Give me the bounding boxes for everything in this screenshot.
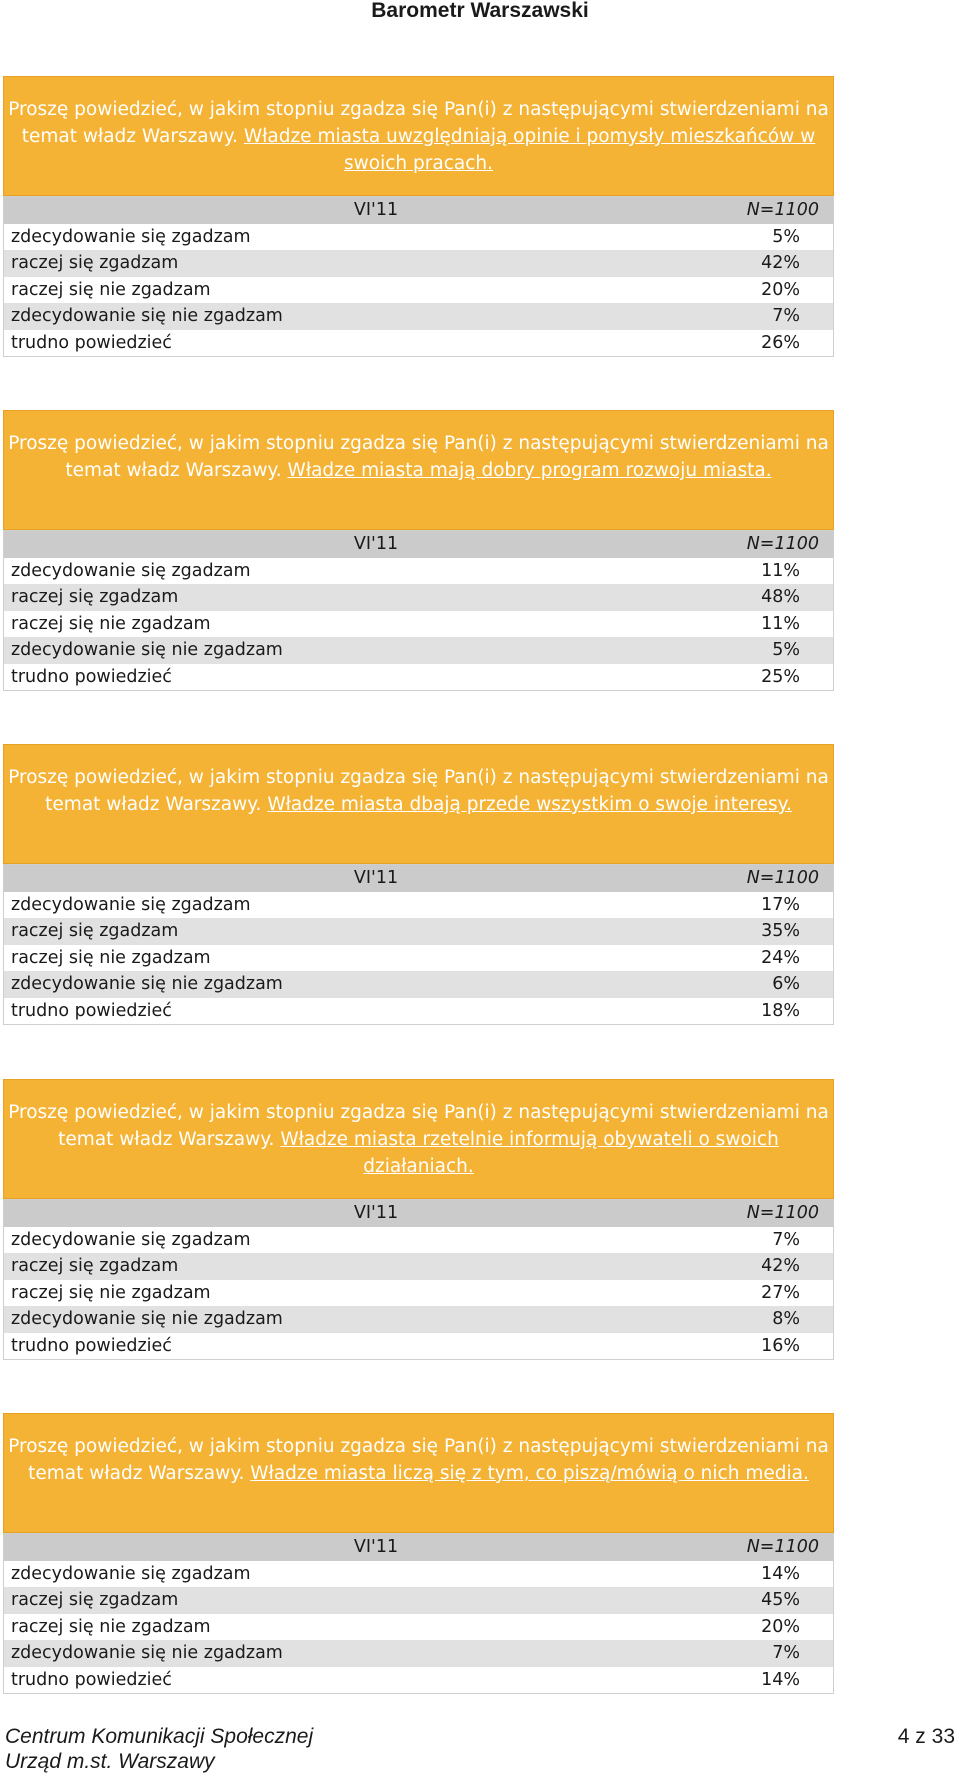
table-row	[4, 918, 834, 945]
header-blank-cell	[4, 531, 312, 558]
table-header-row	[4, 1534, 834, 1561]
answer-label: raczej się nie zgadzam	[4, 945, 312, 972]
table-row	[4, 998, 834, 1025]
answer-label: raczej się nie zgadzam	[4, 277, 312, 304]
wave-label: VI'11	[311, 865, 441, 892]
footer-organization	[5, 1724, 313, 1774]
spacer-cell	[311, 637, 441, 664]
answer-percent: 5%	[441, 637, 834, 664]
answer-percent: 11%	[441, 611, 834, 638]
answer-percent: 5%	[441, 224, 834, 251]
answer-label: zdecydowanie się nie zgadzam	[4, 303, 312, 330]
header-blank-cell	[4, 1200, 312, 1227]
table-row	[4, 277, 834, 304]
answer-percent: 16%	[441, 1333, 834, 1360]
question-block	[3, 76, 834, 357]
spacer-cell	[311, 1306, 441, 1333]
page-separator: z	[915, 1725, 926, 1748]
answer-percent: 8%	[441, 1306, 834, 1333]
table-row	[4, 1667, 834, 1694]
table-row	[4, 1614, 834, 1641]
question-statement: Władze miasta mają dobry program rozwoju miasta.	[287, 460, 772, 481]
table-row	[4, 330, 834, 357]
current-page: 4	[897, 1725, 910, 1748]
spacer-cell	[311, 945, 441, 972]
answer-label: trudno powiedzieć	[4, 664, 312, 691]
spacer-cell	[311, 998, 441, 1025]
answer-label: zdecydowanie się zgadzam	[4, 892, 312, 919]
question-block	[3, 1079, 834, 1360]
page-title: Barometr Warszawski	[371, 0, 589, 22]
question-statement: Władze miasta rzetelnie informują obywateli o swoich działaniach.	[280, 1129, 779, 1177]
answer-percent: 14%	[441, 1667, 834, 1694]
table-header-row	[4, 1200, 834, 1227]
spacer-cell	[311, 1333, 441, 1360]
answer-label: trudno powiedzieć	[4, 330, 312, 357]
answer-percent: 11%	[441, 558, 834, 585]
question-statement: Władze miasta uwzględniają opinie i pomysły mieszkańców w swoich pracach.	[243, 126, 816, 174]
answer-label: trudno powiedzieć	[4, 1667, 312, 1694]
answer-label: zdecydowanie się zgadzam	[4, 1227, 312, 1254]
answer-percent: 18%	[441, 998, 834, 1025]
spacer-cell	[311, 918, 441, 945]
answer-label: zdecydowanie się nie zgadzam	[4, 637, 312, 664]
question-text	[3, 1413, 834, 1533]
table-row	[4, 892, 834, 919]
answer-percent: 42%	[441, 1253, 834, 1280]
footer-org-name: Centrum Komunikacji Społecznej	[5, 1725, 314, 1748]
question-block	[3, 1413, 834, 1694]
answer-label: zdecydowanie się nie zgadzam	[4, 1306, 312, 1333]
question-text	[3, 1079, 834, 1199]
answer-percent: 24%	[441, 945, 834, 972]
answer-label: trudno powiedzieć	[4, 998, 312, 1025]
table-header-row	[4, 865, 834, 892]
spacer-cell	[311, 584, 441, 611]
table-header-row	[4, 197, 834, 224]
results-table	[3, 530, 834, 691]
answer-label: zdecydowanie się zgadzam	[4, 224, 312, 251]
answer-percent: 26%	[441, 330, 834, 357]
answer-label: trudno powiedzieć	[4, 1333, 312, 1360]
answer-percent: 35%	[441, 918, 834, 945]
table-row	[4, 250, 834, 277]
question-text	[3, 744, 834, 864]
results-table	[3, 196, 834, 357]
table-row	[4, 945, 834, 972]
answer-percent: 25%	[441, 664, 834, 691]
answer-percent: 7%	[441, 1227, 834, 1254]
table-row	[4, 637, 834, 664]
answer-label: raczej się zgadzam	[4, 1587, 312, 1614]
spacer-cell	[311, 1280, 441, 1307]
question-intro: Proszę powiedzieć, w jakim stopniu zgadza się Pan(i) z następującymi stwierdzeniami na temat władz Warszawy.	[8, 99, 829, 147]
answer-label: zdecydowanie się zgadzam	[4, 1561, 312, 1588]
footer-office-name: Urząd m.st. Warszawy	[5, 1750, 215, 1773]
answer-percent: 17%	[441, 892, 834, 919]
answer-percent: 7%	[441, 303, 834, 330]
table-row	[4, 1640, 834, 1667]
table-row	[4, 1227, 834, 1254]
spacer-cell	[311, 558, 441, 585]
table-row	[4, 558, 834, 585]
question-text	[3, 76, 834, 196]
table-row	[4, 1561, 834, 1588]
results-table	[3, 1199, 834, 1360]
table-row	[4, 303, 834, 330]
question-intro: Proszę powiedzieć, w jakim stopniu zgadza się Pan(i) z następującymi stwierdzeniami na temat władz Warszawy.	[8, 767, 829, 815]
sample-size: N=1100	[441, 531, 834, 558]
answer-label: raczej się zgadzam	[4, 1253, 312, 1280]
answer-label: raczej się nie zgadzam	[4, 1614, 312, 1641]
answer-percent: 42%	[441, 250, 834, 277]
spacer-cell	[311, 224, 441, 251]
spacer-cell	[311, 1587, 441, 1614]
spacer-cell	[311, 1227, 441, 1254]
sample-size: N=1100	[441, 197, 834, 224]
answer-percent: 20%	[441, 1614, 834, 1641]
header-blank-cell	[4, 1534, 312, 1561]
table-row	[4, 1587, 834, 1614]
spacer-cell	[311, 1614, 441, 1641]
sample-size: N=1100	[441, 1200, 834, 1227]
answer-label: raczej się nie zgadzam	[4, 611, 312, 638]
wave-label: VI'11	[311, 197, 441, 224]
spacer-cell	[311, 1253, 441, 1280]
question-statement: Władze miasta dbają przede wszystkim o swoje interesy.	[267, 794, 792, 815]
table-row	[4, 1306, 834, 1333]
question-intro: Proszę powiedzieć, w jakim stopniu zgadza się Pan(i) z następującymi stwierdzeniami na temat władz Warszawy.	[8, 1436, 829, 1484]
question-text	[3, 410, 834, 530]
answer-label: raczej się nie zgadzam	[4, 1280, 312, 1307]
table-row	[4, 1280, 834, 1307]
results-table	[3, 1533, 834, 1694]
table-row	[4, 664, 834, 691]
spacer-cell	[311, 330, 441, 357]
answer-label: raczej się zgadzam	[4, 250, 312, 277]
table-row	[4, 611, 834, 638]
table-header-row	[4, 531, 834, 558]
answer-percent: 20%	[441, 277, 834, 304]
spacer-cell	[311, 1667, 441, 1694]
spacer-cell	[311, 1561, 441, 1588]
spacer-cell	[311, 971, 441, 998]
question-block	[3, 744, 834, 1025]
answer-label: zdecydowanie się nie zgadzam	[4, 971, 312, 998]
spacer-cell	[311, 250, 441, 277]
spacer-cell	[311, 303, 441, 330]
answer-percent: 7%	[441, 1640, 834, 1667]
total-pages: 33	[931, 1725, 955, 1748]
table-row	[4, 1253, 834, 1280]
spacer-cell	[311, 664, 441, 691]
results-table	[3, 864, 834, 1025]
table-row	[4, 971, 834, 998]
answer-label: raczej się zgadzam	[4, 584, 312, 611]
spacer-cell	[311, 277, 441, 304]
wave-label: VI'11	[311, 1534, 441, 1561]
answer-percent: 14%	[441, 1561, 834, 1588]
answer-percent: 48%	[441, 584, 834, 611]
question-block	[3, 410, 834, 691]
table-row	[4, 224, 834, 251]
sample-size: N=1100	[441, 865, 834, 892]
wave-label: VI'11	[311, 531, 441, 558]
spacer-cell	[311, 1640, 441, 1667]
question-statement: Władze miasta liczą się z tym, co piszą/mówią o nich media.	[250, 1463, 809, 1484]
question-intro: Proszę powiedzieć, w jakim stopniu zgadza się Pan(i) z następującymi stwierdzeniami na temat władz Warszawy.	[8, 1102, 829, 1150]
answer-percent: 6%	[441, 971, 834, 998]
answer-label: zdecydowanie się zgadzam	[4, 558, 312, 585]
wave-label: VI'11	[311, 1200, 441, 1227]
question-intro: Proszę powiedzieć, w jakim stopniu zgadza się Pan(i) z następującymi stwierdzeniami na temat władz Warszawy.	[8, 433, 829, 481]
table-row	[4, 1333, 834, 1360]
answer-label: raczej się zgadzam	[4, 918, 312, 945]
spacer-cell	[311, 892, 441, 919]
answer-percent: 27%	[441, 1280, 834, 1307]
answer-label: zdecydowanie się nie zgadzam	[4, 1640, 312, 1667]
answer-percent: 45%	[441, 1587, 834, 1614]
spacer-cell	[311, 611, 441, 638]
table-row	[4, 584, 834, 611]
header-blank-cell	[4, 865, 312, 892]
sample-size: N=1100	[441, 1534, 834, 1561]
page-number	[898, 1724, 955, 1749]
header-blank-cell	[4, 197, 312, 224]
